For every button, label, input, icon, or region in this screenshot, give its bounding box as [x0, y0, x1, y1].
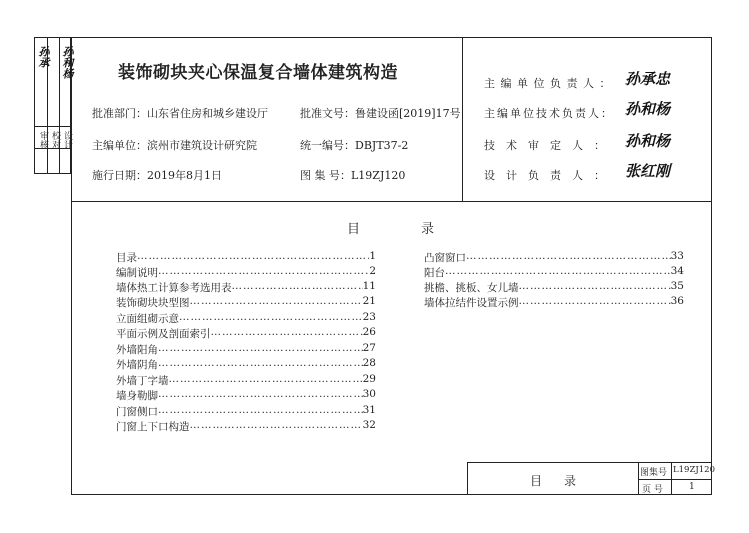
- code-label: 统一编号：: [300, 139, 355, 152]
- code-row: [300, 137, 408, 153]
- toc-right-column: [424, 250, 686, 320]
- toc-item-title: 目录: [116, 252, 137, 264]
- side-label-design: 设计: [62, 131, 72, 149]
- toc-item[interactable]: [116, 326, 376, 341]
- title-block-atlas-value: L19ZJ120: [673, 465, 715, 475]
- side-label-check: 校对: [50, 131, 60, 149]
- toc-item-title: 墙身勒脚: [116, 390, 158, 402]
- toc-item-title: 墙体热工计算参考选用表: [116, 282, 232, 294]
- toc-item-page: 23: [362, 311, 376, 323]
- toc-item[interactable]: [116, 342, 376, 357]
- toc-item[interactable]: [424, 295, 684, 310]
- side-label-review: 审核: [38, 131, 48, 149]
- responsible-signature-4: 张红刚: [625, 162, 671, 180]
- toc-item[interactable]: [116, 265, 376, 280]
- toc-item-title: 编制说明: [116, 267, 158, 279]
- responsible-label-1: 主编单位负责人：: [484, 77, 616, 90]
- toc-item[interactable]: [116, 404, 376, 419]
- approval-doc-label: 批准文号：: [300, 107, 355, 120]
- title-block-name-2: 录: [564, 474, 577, 488]
- toc-item[interactable]: [116, 419, 376, 434]
- responsible-label-4: 设计负责人：: [484, 169, 616, 182]
- toc-item-page: 11: [362, 280, 376, 292]
- approval-dept-row: [92, 105, 268, 121]
- toc-item-title: 阳台: [424, 267, 445, 279]
- toc-item-title: 门窗上下口构造: [116, 421, 190, 433]
- editor-row: [92, 137, 257, 153]
- toc-item-title: 装饰砌块块型图: [116, 297, 190, 309]
- toc-item-page: 35: [670, 280, 684, 292]
- toc-item[interactable]: [424, 250, 684, 265]
- title-block-name-1: 目: [530, 474, 543, 488]
- toc-item[interactable]: [116, 373, 376, 388]
- side-strip: [34, 37, 74, 174]
- toc-item-title: 外墙阴角: [116, 359, 158, 371]
- toc-heading-2: 录: [421, 222, 435, 237]
- toc-item-page: 28: [362, 357, 376, 369]
- editor-value: 滨州市建筑设计研究院: [147, 139, 257, 152]
- toc-heading-1: 目: [347, 222, 361, 237]
- responsible-label-2: 主编单位技术负责人：: [484, 107, 614, 120]
- toc-item-page: 32: [362, 419, 376, 431]
- toc-item[interactable]: [116, 388, 376, 403]
- toc-item-page: 31: [362, 404, 376, 416]
- toc-item[interactable]: [116, 250, 376, 265]
- responsible-label-3: 技术审定人：: [484, 139, 616, 152]
- toc-item-title: 立面组砌示意: [116, 313, 179, 325]
- toc-item[interactable]: [116, 357, 376, 372]
- toc-item-title: 挑檐、挑板、女儿墙: [424, 282, 519, 294]
- toc-item-page: 27: [362, 342, 376, 354]
- toc-item[interactable]: [424, 280, 684, 295]
- title-block-page-label: 页 号: [642, 485, 663, 495]
- approval-doc-row: [300, 105, 461, 121]
- atlas-label: 图 集 号：: [300, 169, 351, 182]
- toc-item-page: 26: [362, 326, 376, 338]
- side-signature-2: 孙和杨: [61, 46, 74, 79]
- toc-item-page: 33: [670, 250, 684, 262]
- toc-item-page: 36: [670, 295, 684, 307]
- side-signature-1: 孙承: [37, 46, 50, 68]
- toc-item[interactable]: [424, 265, 684, 280]
- toc-item-page: 1: [369, 250, 376, 262]
- responsible-signature-1: 孙承忠: [625, 70, 671, 88]
- toc-item-title: 外墙阳角: [116, 344, 158, 356]
- editor-label: 主编单位：: [92, 139, 147, 152]
- atlas-row: [300, 167, 405, 183]
- title-block-atlas-label: 图集号: [640, 468, 668, 478]
- responsible-signature-3: 孙和杨: [625, 132, 671, 150]
- date-value: 2019年8月1日: [147, 169, 222, 182]
- toc-item-title: 外墙丁字墙: [116, 375, 169, 387]
- toc-item-page: 34: [670, 265, 684, 277]
- code-value: DBJT37-2: [355, 139, 409, 152]
- toc-item[interactable]: [116, 311, 376, 326]
- toc-item[interactable]: [116, 295, 376, 310]
- title-block-page-value: 1: [689, 482, 695, 492]
- toc-item-title: 墙体拉结件设置示例: [424, 297, 519, 309]
- page-title: 装饰砌块夹心保温复合墙体建筑构造: [118, 63, 398, 83]
- toc-left-column: [116, 250, 378, 440]
- date-row: [92, 167, 222, 183]
- approval-dept-value: 山东省住房和城乡建设厅: [147, 107, 268, 120]
- toc-item-title: 平面示例及剖面索引: [116, 328, 211, 340]
- toc-item-page: 29: [362, 373, 376, 385]
- toc-item-title: 门窗侧口: [116, 406, 158, 418]
- responsible-signature-2: 孙和杨: [625, 100, 671, 118]
- toc-item-title: 凸窗窗口: [424, 252, 466, 264]
- toc-item-page: 30: [362, 388, 376, 400]
- date-label: 施行日期：: [92, 169, 147, 182]
- toc-item[interactable]: [116, 280, 376, 295]
- toc-item-page: 21: [362, 295, 376, 307]
- approval-dept-label: 批准部门：: [92, 107, 147, 120]
- toc-item-page: 2: [369, 265, 376, 277]
- atlas-value: L19ZJ120: [351, 169, 406, 182]
- approval-doc-value: 鲁建设函[2019]17号: [355, 107, 461, 120]
- title-block: [467, 462, 715, 495]
